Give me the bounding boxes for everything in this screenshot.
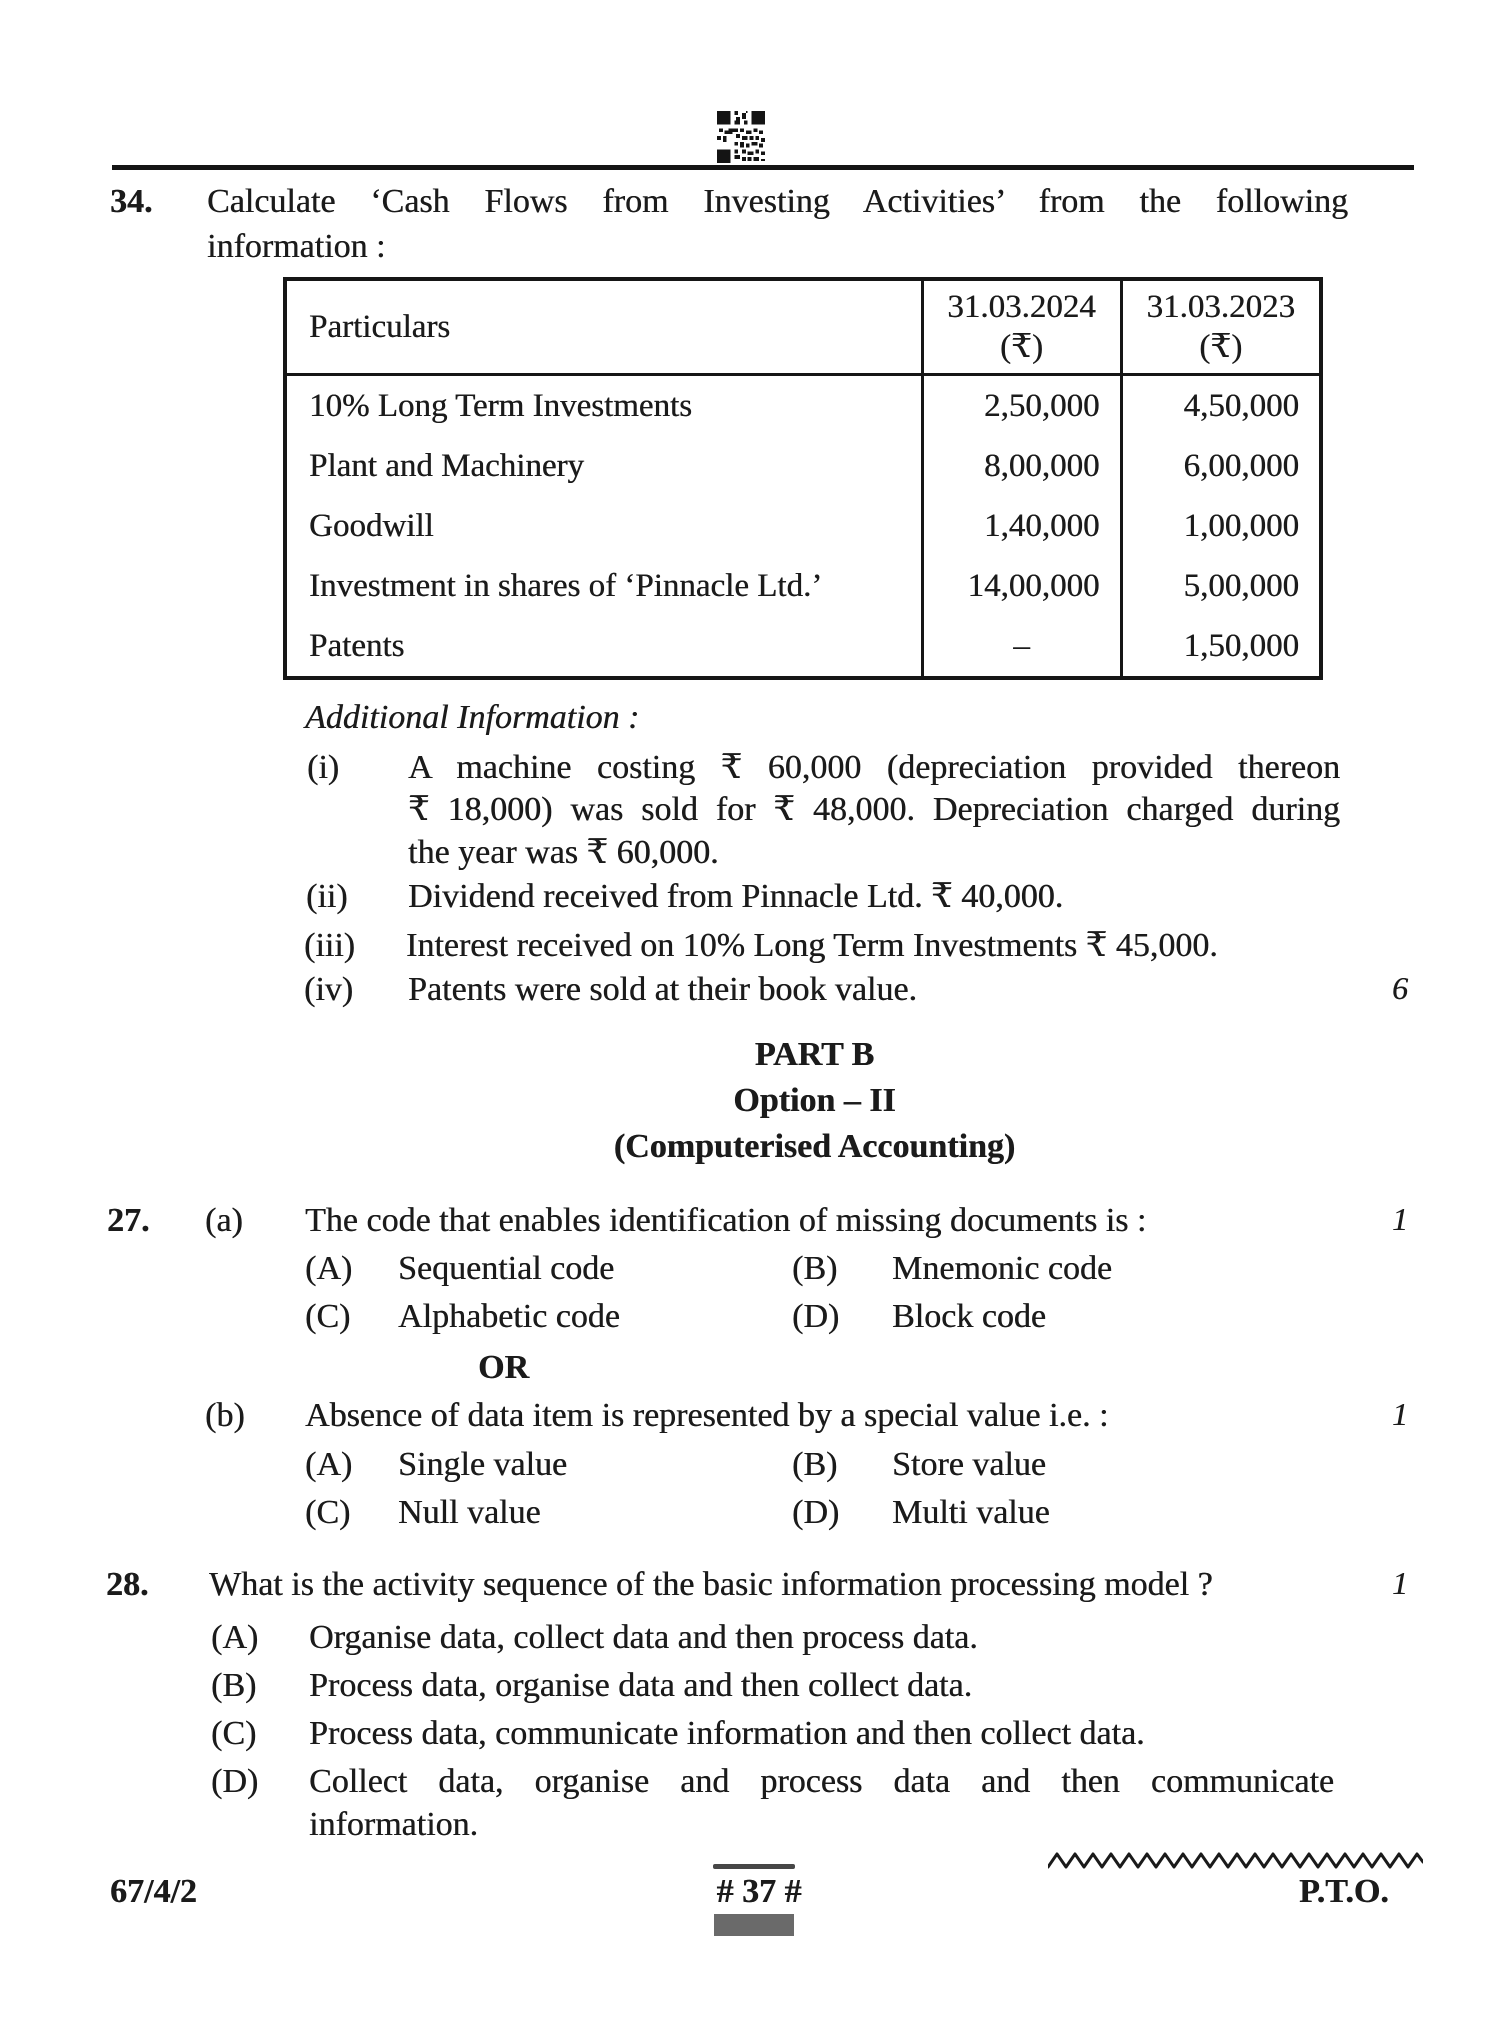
q34-marks: 6 <box>1392 970 1408 1006</box>
table-row <box>285 556 1321 616</box>
column-header-2023 <box>1121 279 1321 375</box>
q28-option-d-line2: information. <box>309 1806 479 1843</box>
column-header-2024-unit: (₹) <box>1000 329 1043 365</box>
column-header-2023-date: 31.03.2023 <box>1146 289 1295 325</box>
part-b-subject: (Computerised Accounting) <box>613 1128 1016 1165</box>
row-value-2023: 5,00,000 <box>1121 556 1321 616</box>
additional-item-ii-text: Dividend received from Pinnacle Ltd. ₹ 40,000. <box>408 878 1064 915</box>
table-row <box>285 616 1321 678</box>
option-label: (D) <box>792 1494 840 1531</box>
option-label: (C) <box>211 1715 257 1752</box>
option-text: Mnemonic code <box>892 1250 1112 1287</box>
q27b-marks: 1 <box>1392 1396 1408 1432</box>
q28-marks: 1 <box>1392 1565 1408 1601</box>
column-header-particulars: Particulars <box>285 279 922 375</box>
row-value-2023: 1,00,000 <box>1121 496 1321 556</box>
footer-page-number: # 37 # <box>716 1873 802 1910</box>
table-row <box>285 496 1321 556</box>
additional-item-iii-text: Interest received on 10% Long Term Investments ₹ 45,000. <box>406 927 1218 964</box>
option-label: (A) <box>305 1446 353 1483</box>
q28-option-d-line1: Collect data, organise and process data and then communicate <box>309 1763 1334 1800</box>
q27b-label: (b) <box>205 1397 245 1434</box>
column-header-2024 <box>922 279 1121 375</box>
additional-item-i-line1: A machine costing ₹ 60,000 (depreciation provided thereon <box>408 749 1340 786</box>
option-text: Alphabetic code <box>398 1298 620 1335</box>
zigzag-squiggle <box>1048 1850 1423 1872</box>
row-value-2024: 8,00,000 <box>922 436 1121 496</box>
option-label: (C) <box>305 1494 351 1531</box>
q28-number: 28. <box>106 1566 149 1603</box>
option-label: (D) <box>792 1298 840 1335</box>
table-row <box>285 375 1321 437</box>
option-text: Single value <box>398 1446 568 1483</box>
option-label: (A) <box>305 1250 353 1287</box>
table-header-row <box>285 279 1321 375</box>
option-text: Null value <box>398 1494 541 1531</box>
q34-number: 34. <box>110 183 153 220</box>
option-label: (C) <box>305 1298 351 1335</box>
additional-item-iv-text: Patents were sold at their book value. <box>408 971 917 1008</box>
q28-question: What is the activity sequence of the basic information processing model ? <box>209 1566 1213 1603</box>
option-text: Process data, organise data and then collect data. <box>309 1667 973 1704</box>
row-value-2024: – <box>922 616 1121 678</box>
table-row <box>285 436 1321 496</box>
row-value-2024: 14,00,000 <box>922 556 1121 616</box>
option-label: (B) <box>792 1250 838 1287</box>
column-header-2023-unit: (₹) <box>1199 329 1243 365</box>
q27-number: 27. <box>107 1202 150 1239</box>
option-text: Organise data, collect data and then process data. <box>309 1619 978 1656</box>
row-value-2023: 1,50,000 <box>1121 616 1321 678</box>
row-label: Goodwill <box>285 496 922 556</box>
additional-item-i-line3: the year was ₹ 60,000. <box>408 834 719 871</box>
q27a-marks: 1 <box>1392 1201 1408 1237</box>
q34-balances-table <box>283 277 1323 680</box>
footer-pto: P.T.O. <box>1299 1873 1389 1910</box>
additional-info-heading: Additional Information : <box>305 699 640 736</box>
option-text: Block code <box>892 1298 1046 1335</box>
q34-text-line2: information : <box>207 228 386 265</box>
option-text: Process data, communicate information and then collect data. <box>309 1715 1145 1752</box>
additional-item-iii-number: (iii) <box>304 927 355 964</box>
additional-item-i-number: (i) <box>307 749 340 786</box>
q27a-label: (a) <box>205 1202 243 1239</box>
q34-text-line1: Calculate ‘Cash Flows from Investing Activities’ from the following <box>207 183 1348 220</box>
row-label: Plant and Machinery <box>285 436 922 496</box>
part-b-option: Option – II <box>733 1082 896 1119</box>
additional-item-i-line2: ₹ 18,000) was sold for ₹ 48,000. Depreciation charged during <box>408 791 1340 828</box>
footer-paper-code: 67/4/2 <box>110 1873 197 1910</box>
option-label: (A) <box>211 1619 259 1656</box>
top-divider-rule <box>112 165 1414 170</box>
qr-code <box>717 111 765 163</box>
additional-item-iv-number: (iv) <box>304 971 354 1008</box>
option-label: (D) <box>211 1763 259 1800</box>
row-value-2024: 1,40,000 <box>922 496 1121 556</box>
row-value-2023: 4,50,000 <box>1121 375 1321 437</box>
row-value-2024: 2,50,000 <box>922 375 1121 437</box>
page-number-underbox <box>714 1914 794 1936</box>
row-label: 10% Long Term Investments <box>285 375 922 437</box>
row-value-2023: 6,00,000 <box>1121 436 1321 496</box>
option-text: Sequential code <box>398 1250 615 1287</box>
option-label: (B) <box>211 1667 257 1704</box>
q27b-question: Absence of data item is represented by a special value i.e. : <box>305 1397 1109 1434</box>
column-header-2024-date: 31.03.2024 <box>947 289 1096 325</box>
q27-or-separator: OR <box>478 1349 529 1386</box>
option-text: Store value <box>892 1446 1046 1483</box>
option-label: (B) <box>792 1446 838 1483</box>
option-text: Multi value <box>892 1494 1050 1531</box>
part-b-title: PART B <box>754 1036 875 1073</box>
q27a-question: The code that enables identification of missing documents is : <box>305 1202 1147 1239</box>
row-label: Investment in shares of ‘Pinnacle Ltd.’ <box>285 556 922 616</box>
page-number-overline <box>713 1864 795 1869</box>
row-label: Patents <box>285 616 922 678</box>
additional-item-ii-number: (ii) <box>306 878 348 915</box>
